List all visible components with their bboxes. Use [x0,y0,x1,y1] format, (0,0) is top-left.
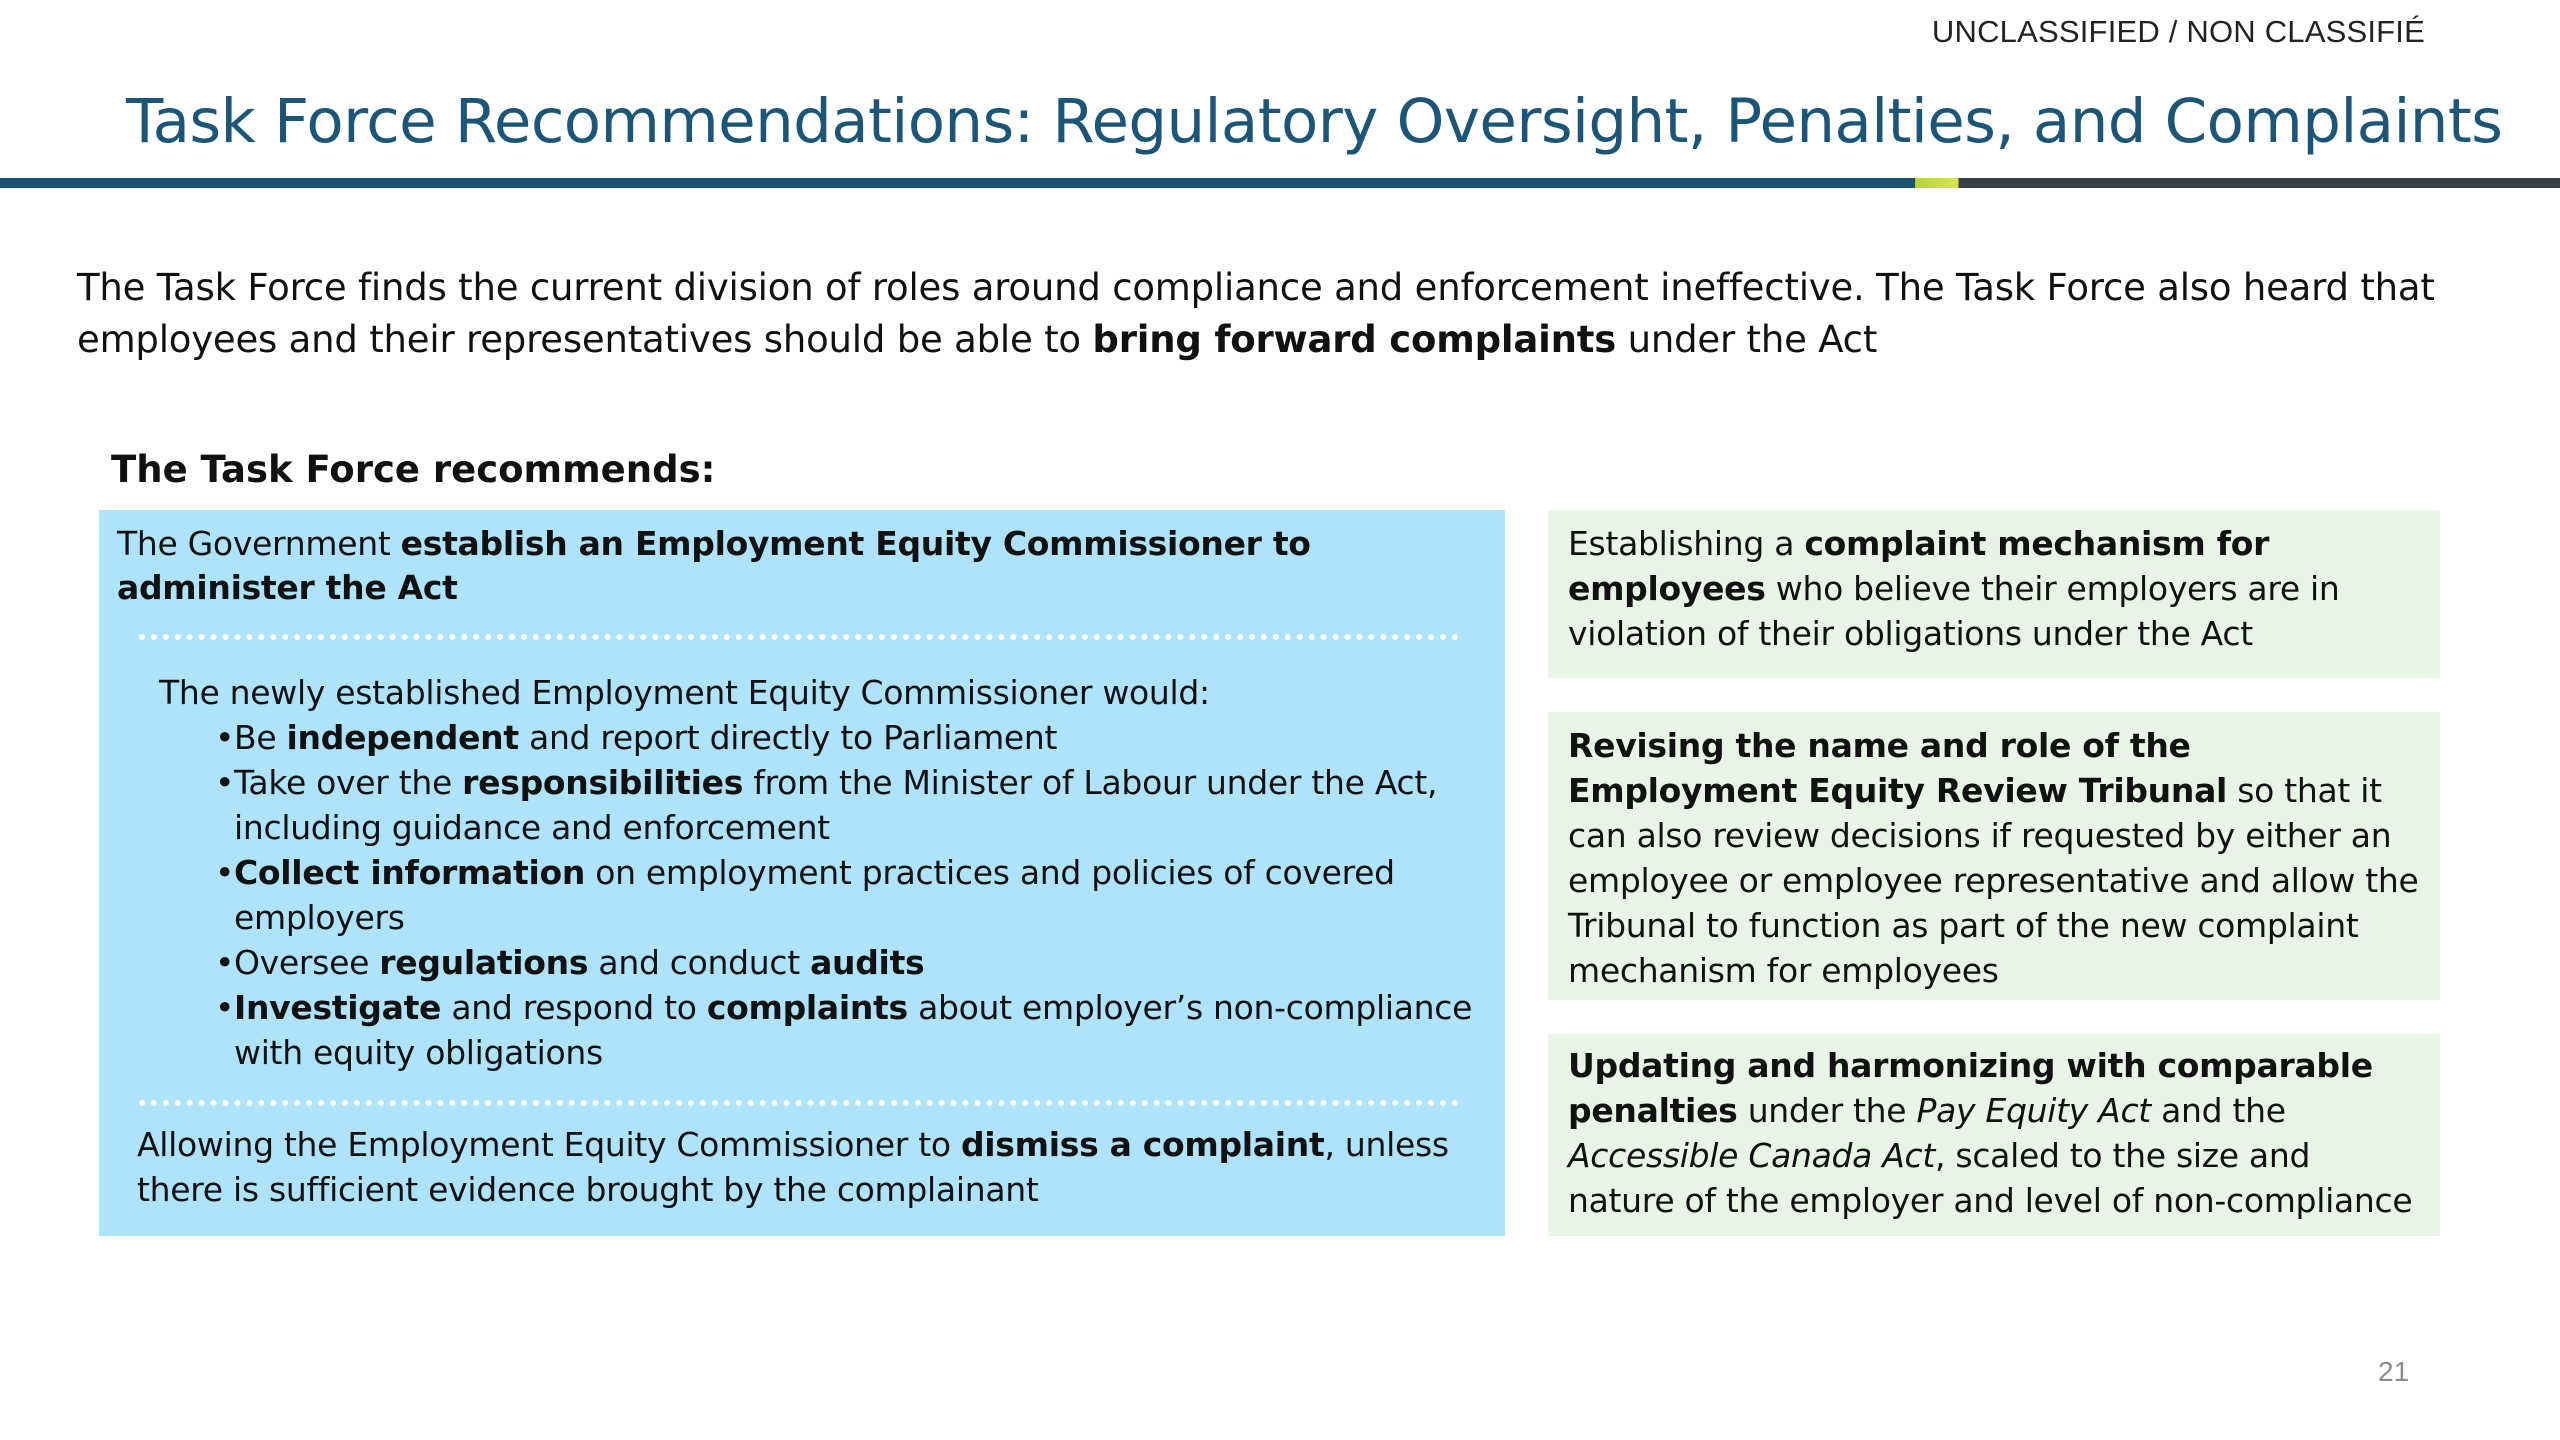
classification-label: UNCLASSIFIED / NON CLASSIFIÉ [1931,14,2425,49]
duty-text: Oversee [234,943,380,982]
box3-italic-2: Accessible Canada Act [1568,1136,1936,1175]
box3-italic-1: Pay Equity Act [1916,1091,2151,1130]
commissioner-duties-intro: The newly established Employment Equity Commissioner would: [159,673,1210,712]
dismiss-complaint-text [137,1122,1487,1212]
intro-text-1: The Task Force finds the current division of roles around compliance and enforcement ineffective. The Task Force also heard that employees and their representatives should be able to [77,266,2435,361]
duty-text: and respond to [441,988,707,1027]
dismiss-suffix: , unless there is sufficient evidence brought by the complainant [137,1125,1449,1209]
duty-text: and report directly to Parliament [518,718,1058,757]
tribunal-revision-box [1548,712,2440,1000]
box1-suffix: who believe their employers are in violation of their obligations under the Act [1568,569,2340,653]
duty-text: from the Minister of Labour under the Act, including guidance and enforcement [234,763,1438,847]
bullet-icon: • [215,853,235,892]
recommends-heading: The Task Force recommends: [111,448,716,491]
bullet-icon: • [215,718,235,757]
bullet-icon: • [215,763,235,802]
duty-bold: responsibilities [462,763,744,802]
bullet-icon: • [215,988,235,1027]
title-underline-bar [0,178,2560,188]
box3-text-1: under the [1737,1091,1917,1130]
intro-paragraph [77,262,2457,366]
duty-bold: independent [286,718,519,757]
duty-text: about employer’s non-compliance with equity obligations [234,988,1473,1072]
intro-bold-1: bring forward complaints [1092,318,1617,361]
duty-bold: regulations [379,943,589,982]
commissioner-title-prefix: The Government [117,524,401,563]
dismiss-prefix: Allowing the Employment Equity Commissioner to [137,1125,961,1164]
bullet-icon: • [215,943,235,982]
box2-suffix: so that it can also review decisions if requested by either an employee or employee representative and allow the Tribunal to function as part of the new complaint mechanism for employees [1568,771,2419,990]
dotted-divider-top [139,634,1459,640]
box1-bold: complaint mechanism for employees [1568,524,2270,608]
complaint-mechanism-box [1548,510,2440,678]
commissioner-title-bold: establish an Employment Equity Commissioner to administer the Act [117,524,1311,607]
commissioner-duties-list [159,715,1489,1075]
duty-text: and conduct [588,943,811,982]
duty-item-regulations-audits [217,940,1489,985]
duty-bold: Collect information [234,853,586,892]
duty-text: on employment practices and policies of covered employers [234,853,1395,937]
duty-item-independent [217,715,1489,760]
duty-bold: complaints [706,988,908,1027]
penalties-box [1548,1034,2440,1236]
duty-text: Be [234,718,287,757]
duty-bold: audits [810,943,925,982]
box2-bold: Revising the name and role of the Employment Equity Review Tribunal [1568,726,2228,810]
dotted-divider-bottom [139,1100,1459,1106]
duty-bold: Investigate [234,988,442,1027]
box1-prefix: Establishing a [1568,524,1805,563]
box3-bold: Updating and harmonizing with comparable penalties [1568,1046,2373,1130]
commissioner-panel-title [117,522,1497,610]
page-title: Task Force Recommendations: Regulatory Oversight, Penalties, and Complaints [126,86,2503,157]
box3-text-2: and the [2150,1091,2286,1130]
duty-text: Take over the [234,763,463,802]
duty-item-investigate-complaints [217,985,1489,1075]
box3-text-3: , scaled to the size and nature of the employer and level of non-compliance [1568,1136,2413,1220]
intro-text-2: under the Act [1616,318,1878,361]
dismiss-bold: dismiss a complaint [960,1125,1325,1164]
commissioner-panel [99,510,1505,1236]
commissioner-duties-block [159,670,1489,1075]
page-number: 21 [2378,1356,2410,1387]
duty-item-responsibilities [217,760,1489,850]
duty-item-collect-information [217,850,1489,940]
